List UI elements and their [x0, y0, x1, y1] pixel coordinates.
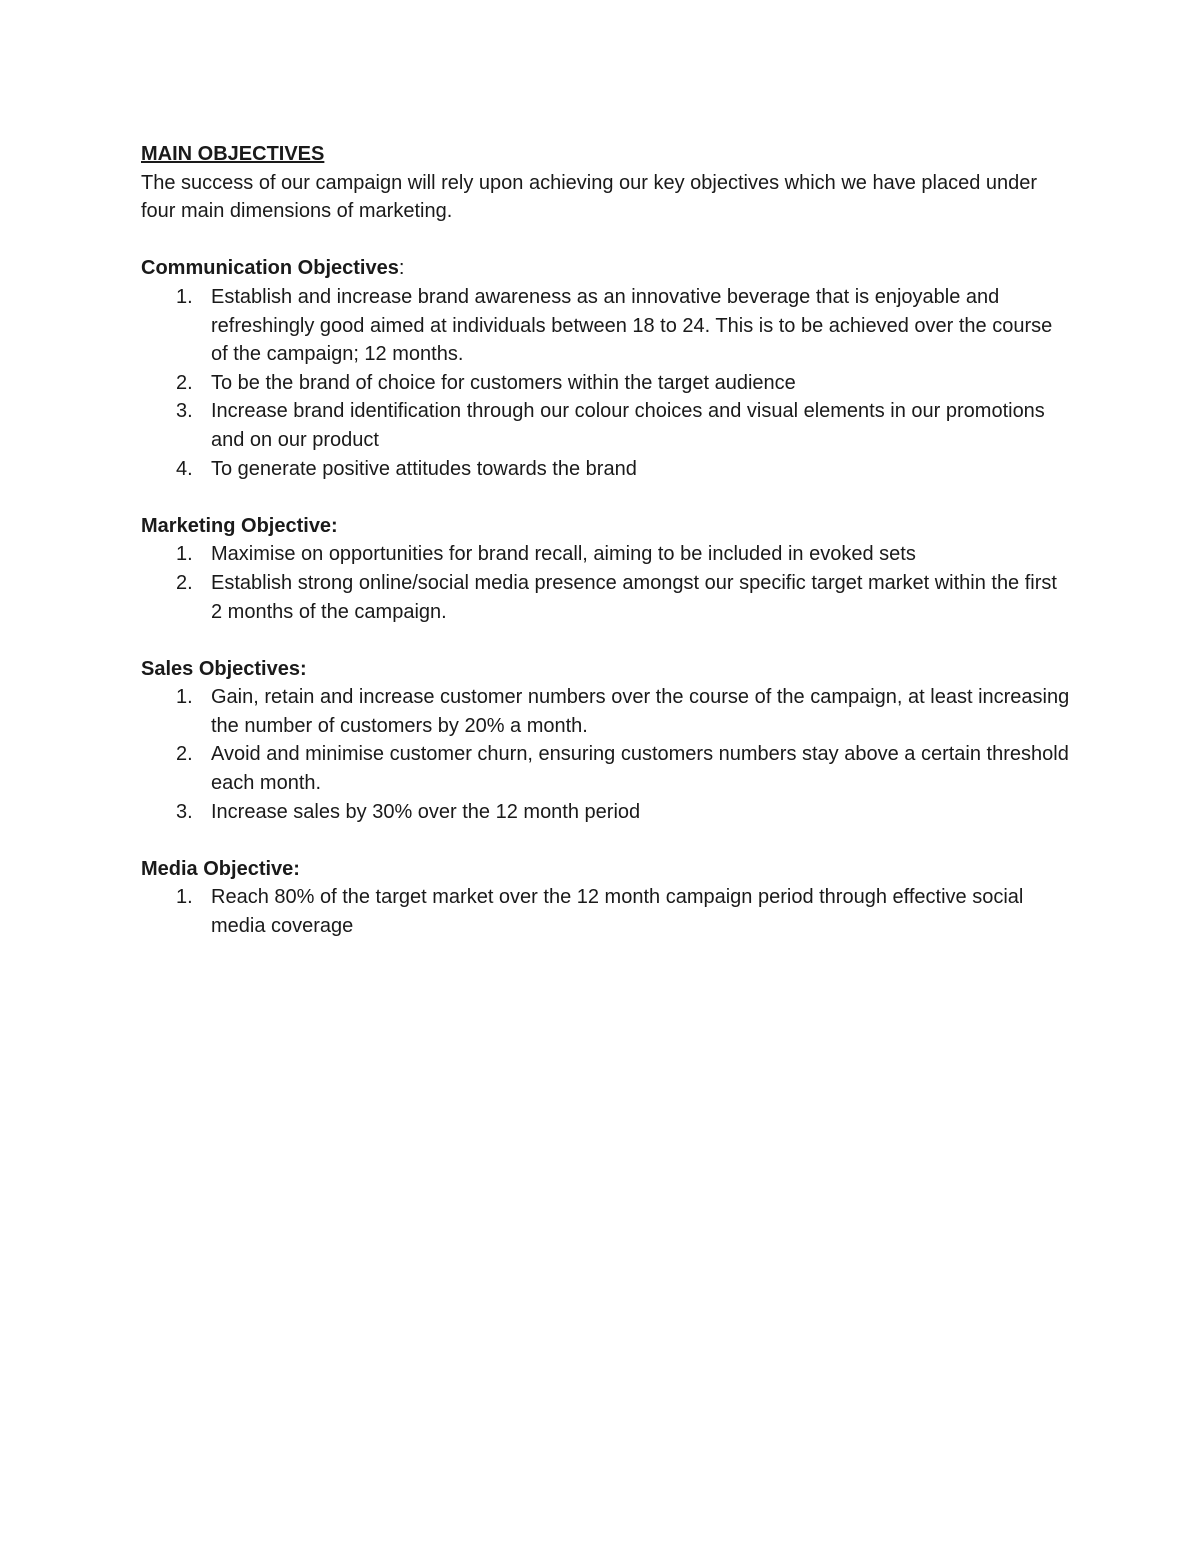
- intro-paragraph: The success of our campaign will rely upon achieving our key objectives which we have placed under four main dimensions of marketing.: [141, 171, 1038, 223]
- list-number: 2.: [176, 371, 193, 394]
- list-item-text: Reach 80% of the target market over the 12 month campaign period through effective social media coverage: [211, 886, 1024, 938]
- objective-list: [141, 540, 1071, 626]
- list-item: [141, 283, 1071, 369]
- list-number: 2.: [176, 571, 193, 594]
- list-item-text: Increase sales by 30% over the 12 month period: [211, 800, 641, 823]
- list-number: 2.: [176, 743, 193, 766]
- list-number: 3.: [176, 800, 193, 823]
- list-item-text: Establish strong online/social media presence amongst our specific target market within the first 2 months of the campaign.: [211, 571, 1057, 623]
- list-item: [141, 369, 1071, 398]
- list-item: [141, 569, 1071, 626]
- section-media-objective: [141, 855, 1071, 941]
- section-heading-text: Sales Objectives:: [141, 657, 307, 680]
- section-communication-objectives: [141, 254, 1071, 483]
- list-item-text: Gain, retain and increase customer numbers over the course of the campaign, at least increasing the number of customers by 20% a month.: [211, 686, 1070, 737]
- objective-list: [141, 683, 1071, 826]
- list-number: 1.: [176, 543, 193, 566]
- section-heading-text: Communication Objectives: [141, 257, 399, 280]
- section-heading: [141, 655, 1071, 684]
- list-item: [141, 455, 1071, 484]
- list-number: 1.: [176, 886, 193, 909]
- list-number: 3.: [176, 400, 193, 423]
- list-number: 4.: [176, 457, 193, 480]
- list-number: 1.: [176, 686, 193, 709]
- list-item-text: To be the brand of choice for customers within the target audience: [211, 371, 796, 394]
- section-heading-text: Marketing Objective:: [141, 514, 338, 537]
- section-sales-objectives: [141, 655, 1071, 827]
- objective-list: [141, 283, 1071, 483]
- list-item: [141, 883, 1071, 940]
- list-item-text: Avoid and minimise customer churn, ensuring customers numbers stay above a certain threshold each month.: [211, 743, 1069, 795]
- objective-list: [141, 883, 1071, 940]
- list-item: [141, 798, 1071, 827]
- section-heading: [141, 855, 1071, 884]
- section-heading-suffix: :: [398, 257, 405, 280]
- section-heading-text: Media Objective:: [141, 857, 300, 880]
- list-item: [141, 540, 1071, 569]
- document-page: [141, 140, 1071, 941]
- list-number: 1.: [176, 285, 193, 308]
- section-marketing-objective: [141, 512, 1071, 626]
- document-title: MAIN OBJECTIVES: [141, 143, 325, 165]
- list-item-text: Increase brand identification through our colour choices and visual elements in our promotions and on our product: [211, 400, 1045, 451]
- list-item-text: Maximise on opportunities for brand recall, aiming to be included in evoked sets: [211, 543, 916, 566]
- section-heading: [141, 254, 1071, 283]
- list-item-text: To generate positive attitudes towards the brand: [211, 457, 637, 480]
- list-item: [141, 397, 1071, 454]
- list-item: [141, 740, 1071, 797]
- list-item-text: Establish and increase brand awareness as an innovative beverage that is enjoyable and refreshingly good aimed at individuals between 18 to 24. This is to be achieved over the course of the campaign; 12 months.: [211, 285, 1053, 366]
- list-item: [141, 683, 1071, 740]
- section-heading: [141, 512, 1071, 541]
